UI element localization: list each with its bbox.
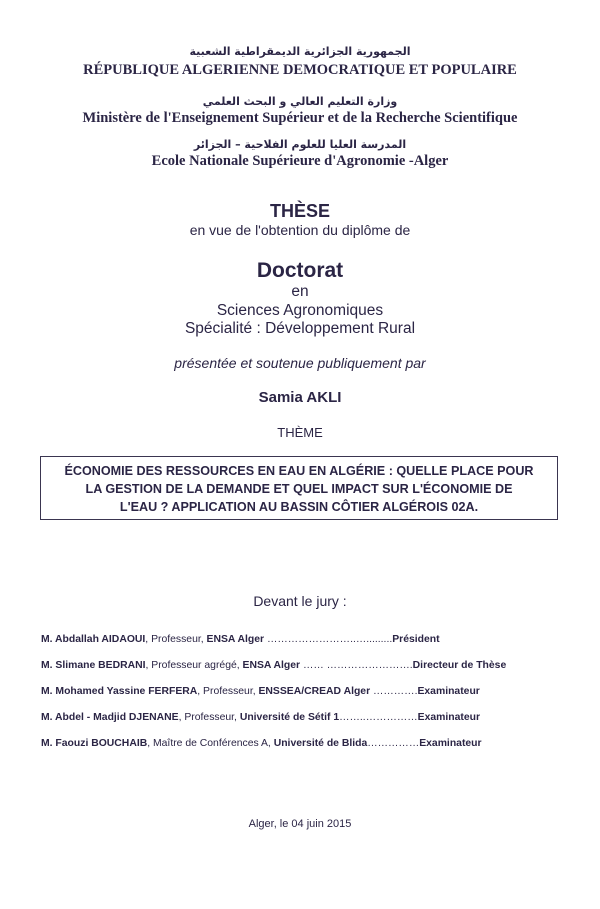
- jury-member-rank: , Professeur,: [197, 686, 259, 697]
- jury-member-rank: , Professeur,: [178, 712, 240, 723]
- school-arabic: المدرسة العليا للعلوم الفلاحية – الجزائر: [193, 138, 407, 151]
- jury-member-institution: ENSA Alger: [242, 660, 301, 671]
- jury-member-row: [41, 634, 561, 645]
- jury-member-dots: ………….: [370, 686, 418, 697]
- presented-by: présentée et soutenue publiquement par: [174, 355, 426, 371]
- jury-member-dots: ……………: [367, 738, 420, 749]
- jury-member-name: M. Slimane BEDRANI: [41, 660, 146, 671]
- jury-member-name: M. Abdel - Madjid DJENANE: [41, 712, 179, 723]
- jury-member-rank: , Maître de Conférences A,: [147, 738, 274, 749]
- jury-member-name: M. Faouzi BOUCHAIB: [41, 738, 148, 749]
- ministry-french: Ministère de l'Enseignement Supérieur et de la Recherche Scientifique: [82, 110, 518, 126]
- jury-member-role: Examinateur: [417, 712, 481, 723]
- theme-box: [40, 456, 558, 520]
- jury-member-role: Examinateur: [417, 686, 480, 697]
- defense-date: Alger, le 04 juin 2015: [248, 818, 352, 830]
- jury-member-dots: ……..……………: [339, 712, 418, 723]
- jury-member-institution: Université de Blida: [273, 738, 368, 749]
- jury-member-role: Président: [392, 634, 440, 645]
- ministry-arabic: وزارة التعليم العالي و البحث العلمي: [202, 95, 398, 108]
- theme-label: THÈME: [277, 425, 323, 440]
- thesis-title: THÈSE: [269, 201, 330, 221]
- theme-line: ÉCONOMIE DES RESSOURCES EN EAU EN ALGÉRIE : QUELLE PLACE POUR: [64, 464, 534, 478]
- theme-line: L'EAU ? APPLICATION AU BASSIN CÔTIER ALGÉROIS 02A.: [119, 500, 479, 514]
- jury-member-row: [41, 660, 561, 671]
- jury-member-row: [41, 712, 561, 723]
- jury-member-role: Examinateur: [419, 738, 482, 749]
- jury-member-rank: , Professeur,: [145, 634, 207, 645]
- thesis-subtitle: en vue de l'obtention du diplôme de: [189, 222, 411, 238]
- jury-member-dots: …… …………………….: [300, 660, 413, 671]
- degree-title: Doctorat: [256, 259, 344, 282]
- jury-member-rank: , Professeur agrégé,: [145, 660, 243, 671]
- degree-specialty: Spécialité : Développement Rural: [184, 320, 416, 337]
- jury-member-row: [41, 686, 561, 697]
- jury-heading: Devant le jury :: [253, 593, 347, 609]
- jury-member-role: Directeur de Thèse: [412, 660, 507, 671]
- degree-en: en: [291, 283, 309, 300]
- author-name: Samia AKLI: [258, 389, 342, 406]
- republic-arabic: الجمهورية الجزائرية الديمقراطية الشعبية: [189, 45, 411, 58]
- jury-member-name: M. Abdallah AIDAOUI: [41, 634, 146, 645]
- jury-member-dots: ……………………..….........: [264, 634, 393, 645]
- jury-member-name: M. Mohamed Yassine FERFERA: [41, 686, 198, 697]
- republic-french: RÉPUBLIQUE ALGERIENNE DEMOCRATIQUE ET POPULAIRE: [83, 62, 517, 78]
- degree-field: Sciences Agronomiques: [216, 302, 384, 319]
- jury-member-institution: ENSSEA/CREAD Alger: [258, 686, 371, 697]
- jury-member-institution: Université de Sétif 1: [239, 712, 340, 723]
- school-french: Ecole Nationale Supérieure d'Agronomie -Alger: [151, 153, 449, 169]
- theme-line: LA GESTION DE LA DEMANDE ET QUEL IMPACT SUR L'ÉCONOMIE DE: [85, 482, 513, 496]
- jury-member-row: [41, 738, 561, 749]
- jury-member-institution: ENSA Alger: [206, 634, 265, 645]
